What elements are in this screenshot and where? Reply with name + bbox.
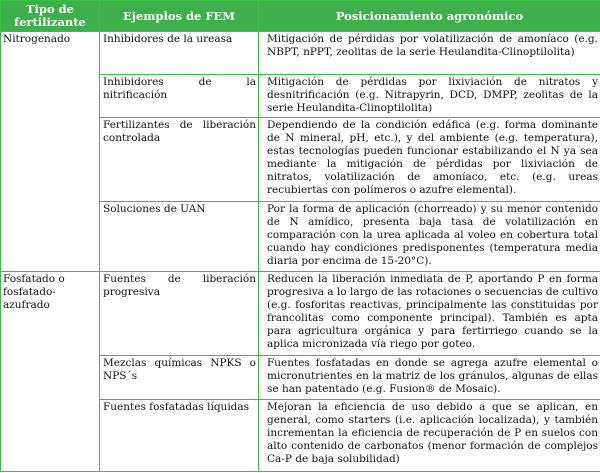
position-cell: Fuentes fosfatadas en donde se agrega azufre elemental o micronutrientes en la matriz de los gránulos, algunas de ellas se han patentado (e.g. Fusion® de Mosaic). — [259, 356, 600, 400]
position-cell: Mitigación de pérdidas por volatilización de amoníaco (e.g. NBPT, nPPT, zeolitas de la serie Heulandita-Clinoptilolita) — [259, 32, 600, 75]
example-cell: Inhibidores de la nitrificación — [100, 75, 259, 118]
example-cell: Inhibidores de la ureasa — [100, 32, 259, 75]
table-row — [1, 272, 600, 356]
example-cell: Fuentes fosfatadas líquidas — [100, 400, 259, 472]
example-cell: Mezclas químicas NPKS o NPS´s — [100, 356, 259, 400]
example-cell: Soluciones de UAN — [100, 202, 259, 272]
position-cell: Dependiendo de la condición edáfica (e.g. forma dominante de N mineral, pH, etc.), y del ambiente (e.g. temperatura), estas tecnologías pueden funcionar estabilizando el N ya sea mediante la mitigación de pérdidas por lixiviación de nitratos, volatilización de amoníaco, etc. (e.g. ureas recubiertas con polímeros o azufre elemental). — [259, 118, 600, 202]
header-row — [1, 1, 600, 32]
position-cell: Mitigación de pérdidas por lixiviación de nitratos y desnitrificación (e.g. Nitrapyrin, DCD, DMPP, zeolitas de la serie Heulandita-Clinoptilolita) — [259, 75, 600, 118]
example-cell: Fertilizantes de liberación controlada — [100, 118, 259, 202]
table-row — [1, 32, 600, 75]
position-cell: Por la forma de aplicación (chorreado) y su menor contenido de N amídico, presenta baja tasa de volatilización en comparación con la urea aplicada al voleo en cobertura total cuando hay condiciones predisponentes (temperatura media diaria por encima de 15-20°C). — [259, 202, 600, 272]
header-ejemplos: Ejemplos de FEM — [100, 1, 259, 32]
category-cell: Nitrogenado — [1, 32, 100, 272]
position-cell: Reducen la liberación inmediata de P, aportando P en forma progresiva a lo largo de las rotaciones o secuencias de cultivo (e.g. fosforitas reactivas, principalmente las constituidas por francolitas como componente principal). También es apta para agricultura orgánica y para fertirriego cuando se la aplica micronizada vía riego por goteo. — [259, 272, 600, 356]
example-cell: Fuentes de liberación progresiva — [100, 272, 259, 356]
position-cell: Mejoran la eficiencia de uso debido a que se aplican, en general, como starters (i.e. aplicación localizada), y también incrementan la eficiencia de recuperación de P en suelos con alto contenido de carbonatos (menor formación de complejos Ca-P de baja solubilidad) — [259, 400, 600, 472]
header-posicionamiento: Posicionamiento agronómico — [259, 1, 600, 32]
header-tipo: Tipo de fertilizante — [1, 1, 100, 32]
category-cell: Fosfatado o fosfatado-azufrado — [1, 272, 100, 472]
